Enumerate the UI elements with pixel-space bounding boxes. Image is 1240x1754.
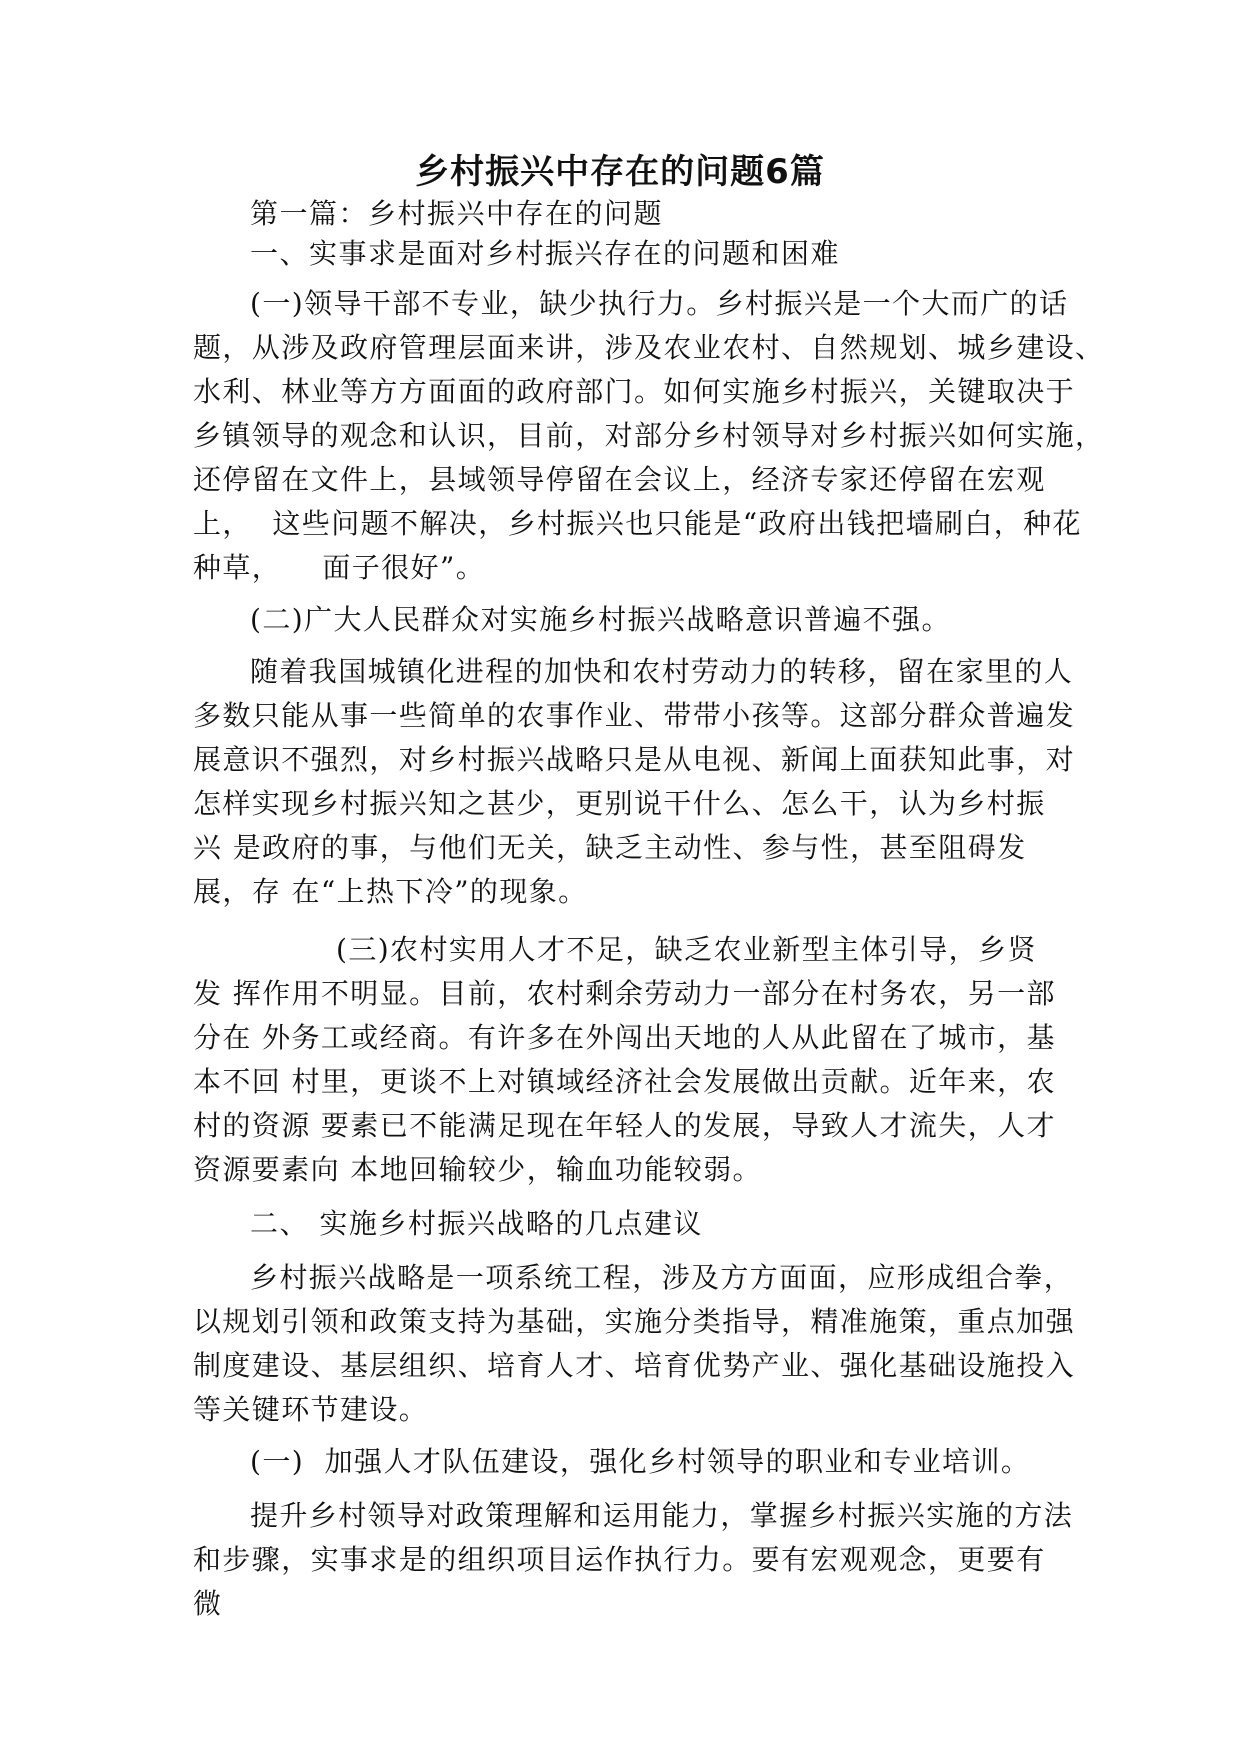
paragraph-line: 种草， 面子很好”。 (193, 551, 486, 584)
section-heading-1: 第一篇：乡村振兴中存在的问题 (250, 197, 664, 230)
paragraph-line: 发 挥作用不明显。目前，农村剩余劳动力一部分在村务农，另一部 (193, 977, 1056, 1010)
paragraph-line: 资源要素向 本地回输较少，输血功能较弱。 (193, 1153, 762, 1186)
paragraph-line: 展意识不强烈，对乡村振兴战略只是从电视、新闻上面获知此事，对 (193, 743, 1076, 776)
paragraph-line: 乡镇领导的观念和认识，目前，对部分乡村领导对乡村振兴如何实施， (193, 419, 1105, 452)
paragraph-line: 题，从涉及政府管理层面来讲，涉及农业农村、自然规划、城乡建设、 (193, 331, 1105, 364)
paragraph-line: 乡村振兴战略是一项系统工程，涉及方方面面，应形成组合拳， (250, 1261, 1074, 1294)
paragraph-line: 怎样实现乡村振兴知之甚少，更别说干什么、怎么干，认为乡村振 (193, 787, 1046, 820)
paragraph-line: 微 (193, 1587, 223, 1620)
paragraph-line: 和步骤，实事求是的组织项目运作执行力。要有宏观观念，更要有 (193, 1543, 1046, 1576)
paragraph-line: 展，存 在“上热下冷”的现象。 (193, 875, 588, 908)
paragraph-line: 还停留在文件上，县域领导停留在会议上，经济专家还停留在宏观 (193, 463, 1046, 496)
paragraph-line: 兴 是政府的事，与他们无关，缺乏主动性、参与性，甚至阻碍发 (193, 831, 1027, 864)
paragraph-line: (二)广大人民群众对实施乡村振兴战略意识普遍不强。 (250, 603, 951, 636)
paragraph-line: 村的资源 要素已不能满足现在年轻人的发展，导致人才流失，人才 (193, 1109, 1056, 1142)
paragraph-line: 上， 这些问题不解决，乡村振兴也只能是“政府出钱把墙刷白，种花 (193, 507, 1082, 540)
paragraph-line: 本不回 村里，更谈不上对镇域经济社会发展做出贡献。近年来，农 (193, 1065, 1056, 1098)
paragraph-line: 等关键环节建设。 (193, 1393, 429, 1426)
section-heading-2: 一、实事求是面对乡村振兴存在的问题和困难 (250, 237, 841, 270)
section-heading-3: 二、 实施乡村振兴战略的几点建议 (250, 1207, 703, 1240)
paragraph-line: (一) 加强人才队伍建设，强化乡村领导的职业和专业培训。 (250, 1445, 1031, 1478)
paragraph-line: (三)农村实用人才不足，缺乏农业新型主体引导，乡贤 (336, 933, 1037, 966)
document-title: 乡村振兴中存在的问题6篇 (415, 152, 825, 192)
paragraph-line: 以规划引领和政策支持为基础，实施分类指导，精准施策，重点加强 (193, 1305, 1076, 1338)
paragraph-line: 多数只能从事一些简单的农事作业、带带小孩等。这部分群众普遍发 (193, 699, 1076, 732)
paragraph-line: 随着我国城镇化进程的加快和农村劳动力的转移，留在家里的人 (250, 655, 1074, 688)
paragraph-line: 分在 外务工或经商。有许多在外闯出天地的人从此留在了城市，基 (193, 1021, 1056, 1054)
paragraph-line: (一)领导干部不专业，缺少执行力。乡村振兴是一个大而广的话 (250, 287, 1069, 320)
paragraph-line: 提升乡村领导对政策理解和运用能力，掌握乡村振兴实施的方法 (250, 1499, 1074, 1532)
paragraph-line: 水利、林业等方方面面的政府部门。如何实施乡村振兴，关键取决于 (193, 375, 1076, 408)
paragraph-line: 制度建设、基层组织、培育人才、培育优势产业、强化基础设施投入 (193, 1349, 1076, 1382)
